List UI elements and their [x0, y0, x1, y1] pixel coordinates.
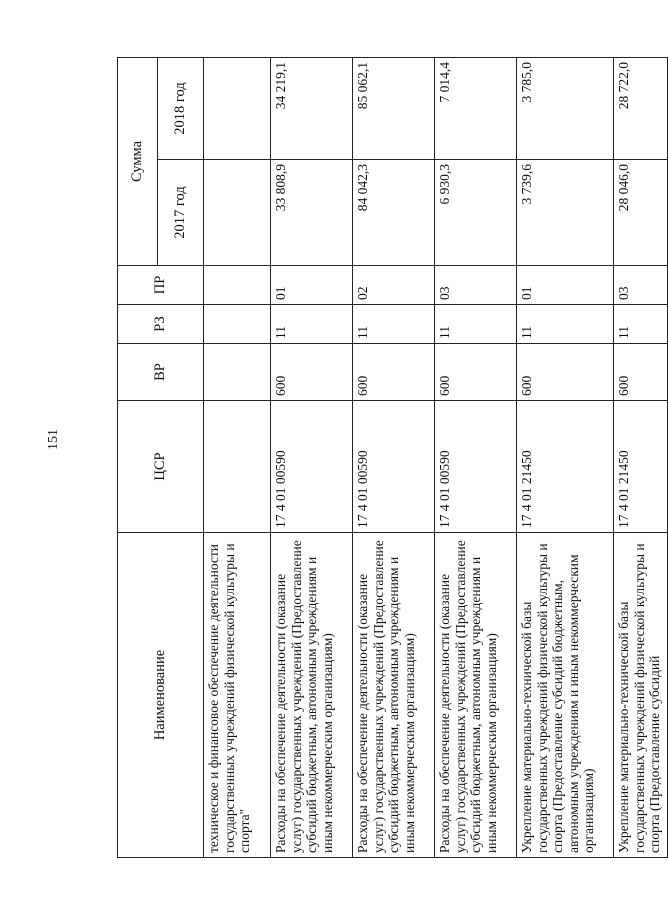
cell-y2017 — [204, 160, 271, 266]
cell-pr: 01 — [517, 266, 614, 305]
cell-vr: 600 — [353, 344, 435, 401]
table-row — [271, 58, 353, 858]
cell-name: Расходы на обеспечение деятельности (оказание услуг) государственных учреждений (Предоставление субсидий бюджетным, автономным учреждениям и иным некоммерческим организациям) — [435, 533, 517, 858]
cell-name: Расходы на обеспечение деятельности (оказание услуг) государственных учреждений (Предоставление субсидий бюджетным, автономным учреждениям и иным некоммерческим организациям) — [353, 533, 435, 858]
budget-table — [117, 57, 668, 858]
cell-csr: 17 4 01 00590 — [353, 401, 435, 533]
cell-vr: 600 — [435, 344, 517, 401]
cell-y2017: 84 042,3 — [353, 160, 435, 266]
cell-vr: 600 — [271, 344, 353, 401]
header-vr: ВР — [118, 344, 204, 401]
cell-y2018 — [204, 58, 271, 160]
header-rz: РЗ — [118, 305, 204, 344]
cell-rz: 11 — [614, 305, 668, 344]
cell-pr: 02 — [353, 266, 435, 305]
cell-name: техническое и финансовое обеспечение деятельности государственных учреждений физической культуры и спорта" — [204, 533, 271, 858]
cell-name: Укрепление материально-технической базы государственных учреждений физической культуры и спорта (Предоставление субсидий — [614, 533, 668, 858]
cell-pr — [204, 266, 271, 305]
table-row — [614, 58, 668, 858]
cell-vr: 600 — [517, 344, 614, 401]
cell-rz: 11 — [435, 305, 517, 344]
cell-csr: 17 4 01 21450 — [614, 401, 668, 533]
cell-rz: 11 — [271, 305, 353, 344]
cell-y2018: 85 062,1 — [353, 58, 435, 160]
cell-y2018: 3 785,0 — [517, 58, 614, 160]
cell-csr: 17 4 01 00590 — [435, 401, 517, 533]
table-row — [204, 58, 271, 858]
header-csr: ЦСР — [118, 401, 204, 533]
cell-csr: 17 4 01 21450 — [517, 401, 614, 533]
rotated-page-content — [117, 58, 662, 858]
header-year-2017: 2017 год — [158, 160, 204, 266]
cell-rz: 11 — [353, 305, 435, 344]
cell-y2018: 34 219,1 — [271, 58, 353, 160]
header-year-2018: 2018 год — [158, 58, 204, 160]
header-sum: Сумма — [118, 58, 158, 266]
cell-name: Укрепление материально-технической базы государственных учреждений физической культуры и спорта (Предоставление субсидий бюджетным, автономным учреждениям и иным некоммерческим организациям) — [517, 533, 614, 858]
cell-y2017: 33 808,9 — [271, 160, 353, 266]
cell-rz — [204, 305, 271, 344]
cell-pr: 01 — [271, 266, 353, 305]
cell-vr — [204, 344, 271, 401]
cell-y2018: 28 722,0 — [614, 58, 668, 160]
header-pr: ПР — [118, 266, 204, 305]
table-row — [517, 58, 614, 858]
cell-y2017: 6 930,3 — [435, 160, 517, 266]
cell-y2017: 3 739,6 — [517, 160, 614, 266]
cell-pr: 03 — [614, 266, 668, 305]
cell-rz: 11 — [517, 305, 614, 344]
header-name: Наименование — [118, 533, 204, 858]
page-number: 151 — [46, 429, 61, 450]
cell-y2017: 28 046,0 — [614, 160, 668, 266]
cell-csr — [204, 401, 271, 533]
cell-name: Расходы на обеспечение деятельности (оказание услуг) государственных учреждений (Предоставление субсидий бюджетным, автономным учреждениям и иным некоммерческим организациям) — [271, 533, 353, 858]
cell-csr: 17 4 01 00590 — [271, 401, 353, 533]
cell-vr: 600 — [614, 344, 668, 401]
table-row — [353, 58, 435, 858]
table-row — [435, 58, 517, 858]
table-body — [204, 58, 668, 858]
cell-pr: 03 — [435, 266, 517, 305]
cell-y2018: 7 014,4 — [435, 58, 517, 160]
